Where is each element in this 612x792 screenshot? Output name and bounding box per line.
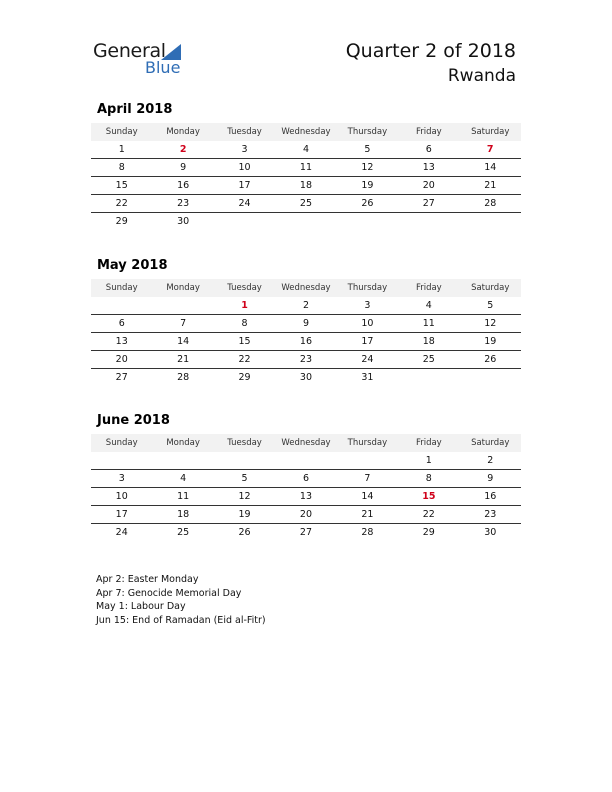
weekday-label: Wednesday (281, 283, 331, 293)
weekday-label: Sunday (105, 283, 138, 293)
day-cell: 29 (115, 216, 128, 227)
day-cell: 23 (484, 509, 497, 520)
weekday-label: Monday (166, 127, 200, 137)
week-row (91, 488, 521, 506)
day-cell: 30 (177, 216, 190, 227)
holiday-note: Apr 2: Easter Monday (96, 574, 199, 585)
day-cell: 15 (115, 180, 128, 191)
day-cell: 19 (484, 336, 497, 347)
weekday-header-row (91, 279, 521, 297)
month-june (91, 413, 521, 541)
day-cell: 11 (299, 162, 313, 173)
week-row (91, 141, 521, 159)
day-cell: 29 (238, 372, 251, 383)
week-row (91, 506, 521, 524)
day-cell: 19 (238, 509, 251, 520)
week-row (91, 177, 521, 195)
week-row (91, 369, 521, 386)
day-cell: 7 (180, 318, 187, 329)
week-row (91, 159, 521, 177)
day-cell: 6 (118, 318, 125, 329)
day-cell: 20 (299, 509, 313, 520)
weekday-label: Saturday (471, 438, 510, 448)
weekday-label: Wednesday (281, 127, 331, 137)
day-cell: 29 (422, 527, 435, 538)
brand-name-general: General (93, 40, 166, 62)
day-cell: 24 (361, 354, 374, 365)
day-cell: 5 (487, 300, 494, 311)
day-cell: 28 (361, 527, 374, 538)
day-cell: 22 (238, 354, 251, 365)
weekday-label: Thursday (347, 438, 388, 448)
day-cell: 14 (484, 162, 497, 173)
day-cell: 27 (299, 527, 313, 538)
day-cell: 14 (177, 336, 190, 347)
weekday-label: Friday (415, 127, 442, 137)
day-cell: 23 (177, 198, 190, 209)
day-cell: 17 (238, 180, 251, 191)
day-cell: 10 (361, 318, 374, 329)
day-cell: 10 (115, 491, 128, 502)
day-cell: 20 (422, 180, 435, 191)
day-cell: 11 (422, 318, 435, 329)
day-cell: 12 (484, 318, 497, 329)
week-row (91, 333, 521, 351)
weekday-label: Friday (415, 283, 442, 293)
weekday-label: Wednesday (281, 438, 331, 448)
day-cell: 4 (425, 300, 432, 311)
day-cell: 8 (118, 162, 125, 173)
day-cell: 18 (422, 336, 435, 347)
day-cell: 16 (484, 491, 497, 502)
week-row (91, 452, 521, 470)
month-title: June 2018 (97, 413, 170, 428)
weeks-container (91, 141, 521, 230)
week-row (91, 470, 521, 488)
month-april (91, 102, 521, 230)
day-cell: 31 (361, 372, 374, 383)
day-cell: 3 (118, 473, 125, 484)
day-cell: 1 (425, 455, 432, 466)
brand-name-blue: Blue (145, 58, 181, 77)
day-cell: 23 (299, 354, 313, 365)
day-cell: 9 (487, 473, 494, 484)
day-cell: 14 (361, 491, 374, 502)
day-cell: 2 (487, 455, 494, 466)
country-name: Rwanda (447, 66, 516, 86)
day-cell: 24 (238, 198, 251, 209)
weekday-label: Sunday (105, 438, 138, 448)
day-cell: 30 (299, 372, 313, 383)
day-cell: 3 (241, 144, 248, 155)
day-cell: 15 (422, 491, 436, 502)
month-title: May 2018 (97, 258, 168, 273)
day-cell: 2 (302, 300, 309, 311)
day-cell: 19 (361, 180, 374, 191)
weekday-label: Saturday (471, 127, 510, 137)
day-cell: 21 (484, 180, 497, 191)
day-cell: 1 (118, 144, 125, 155)
day-cell: 18 (177, 509, 190, 520)
day-cell: 9 (180, 162, 187, 173)
day-cell: 5 (364, 144, 371, 155)
weekday-label: Tuesday (227, 127, 262, 137)
weekday-label: Sunday (105, 127, 138, 137)
day-cell: 24 (115, 527, 128, 538)
day-cell: 10 (238, 162, 251, 173)
page-title: Quarter 2 of 2018 (345, 40, 516, 62)
week-row (91, 315, 521, 333)
day-cell: 3 (364, 300, 371, 311)
weekday-header-row (91, 123, 521, 141)
brand-logo (93, 40, 193, 80)
weekday-label: Monday (166, 438, 200, 448)
day-cell: 17 (115, 509, 128, 520)
day-cell: 25 (299, 198, 313, 209)
day-cell: 6 (425, 144, 432, 155)
day-cell: 7 (364, 473, 371, 484)
week-row (91, 524, 521, 541)
holiday-note: Jun 15: End of Ramadan (Eid al-Fitr) (96, 614, 266, 626)
day-cell: 8 (425, 473, 432, 484)
day-cell: 6 (302, 473, 309, 484)
week-row (91, 213, 521, 230)
weekday-label: Thursday (347, 127, 388, 137)
day-cell: 8 (241, 318, 248, 329)
day-cell: 26 (361, 198, 374, 209)
weeks-container (91, 452, 521, 541)
day-cell: 21 (361, 509, 374, 520)
weekday-label: Friday (415, 438, 442, 448)
weekday-label: Tuesday (227, 438, 262, 448)
day-cell: 16 (177, 180, 190, 191)
week-row (91, 297, 521, 315)
day-cell: 17 (361, 336, 374, 347)
day-cell: 25 (177, 527, 190, 538)
day-cell: 26 (484, 354, 497, 365)
day-cell: 25 (422, 354, 435, 365)
week-row (91, 195, 521, 213)
holiday-note: May 1: Labour Day (96, 601, 186, 612)
day-cell: 4 (302, 144, 309, 155)
day-cell: 11 (177, 491, 190, 502)
day-cell: 12 (238, 491, 251, 502)
holiday-notes (96, 573, 266, 627)
day-cell: 28 (177, 372, 190, 383)
day-cell: 13 (422, 162, 435, 173)
day-cell: 22 (115, 198, 128, 209)
day-cell: 4 (180, 473, 187, 484)
weekday-header-row (91, 434, 521, 452)
day-cell: 21 (177, 354, 190, 365)
week-row (91, 351, 521, 369)
holiday-note: Apr 7: Genocide Memorial Day (96, 587, 242, 599)
day-cell: 18 (299, 180, 313, 191)
day-cell: 15 (238, 336, 251, 347)
day-cell: 26 (238, 527, 251, 538)
weekday-label: Thursday (347, 283, 388, 293)
day-cell: 30 (484, 527, 497, 538)
weekday-label: Tuesday (227, 283, 262, 293)
day-cell: 22 (422, 509, 435, 520)
month-may (91, 258, 521, 386)
day-cell: 12 (361, 162, 374, 173)
day-cell: 9 (302, 318, 309, 329)
day-cell: 20 (115, 354, 128, 365)
day-cell: 2 (179, 144, 187, 155)
day-cell: 27 (422, 198, 435, 209)
day-cell: 7 (486, 144, 494, 155)
day-cell: 13 (299, 491, 313, 502)
day-cell: 13 (115, 336, 128, 347)
day-cell: 16 (299, 336, 313, 347)
day-cell: 1 (241, 300, 248, 311)
day-cell: 27 (115, 372, 128, 383)
month-title: April 2018 (97, 102, 173, 117)
weeks-container (91, 297, 521, 386)
day-cell: 5 (241, 473, 248, 484)
weekday-label: Saturday (471, 283, 510, 293)
day-cell: 28 (484, 198, 497, 209)
weekday-label: Monday (166, 283, 200, 293)
